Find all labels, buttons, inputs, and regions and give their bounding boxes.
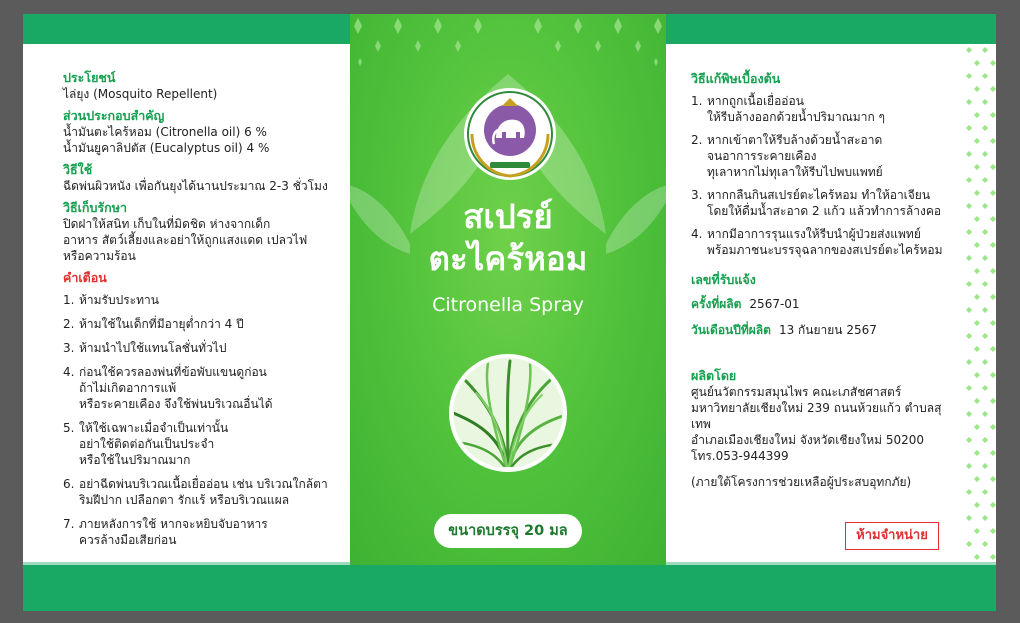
center-panel <box>350 14 666 565</box>
date-label: วันเดือนปีที่ผลิต <box>691 323 771 337</box>
first-aid-heading: วิธีแก้พิษเบื้องต้น <box>691 71 781 86</box>
date-row <box>691 322 951 338</box>
warning-item <box>63 340 363 356</box>
not-for-sale-box: ห้ามจำหน่าย <box>845 522 939 550</box>
first-aid-item <box>691 226 951 258</box>
project-note: (ภายใต้โครงการช่วยเหลือผู้ประสบอุทกภัย) <box>691 475 912 489</box>
warning-text: ห้ามรับประทาน <box>79 293 159 307</box>
first-aid-list <box>691 93 951 258</box>
university-elephant-seal-icon <box>462 86 558 182</box>
lot-value: 2567-01 <box>749 297 800 311</box>
warning-number: 1. <box>63 293 75 307</box>
product-subtitle: Citronella Spray <box>432 294 584 316</box>
lemongrass-image <box>448 353 568 473</box>
warning-number: 7. <box>63 517 75 531</box>
warning-text: ให้ใช้เฉพาะเมื่อจำเป็นเท่านั้น อย่าใช้ติดต่อกันเป็นประจำ หรือใช้ในปริมาณมาก <box>79 421 229 467</box>
size-pill: ขนาดบรรจุ 20 มล <box>434 514 582 548</box>
warning-text: ก่อนใช้ควรลองพ่นที่ข้อพับแขนดูก่อน ถ้าไม่เกิดอาการแพ้ หรือระคายเคือง จึงใช้พ่นบริเวณอื่นได้ <box>79 365 273 411</box>
first-aid-text: หากเข้าตาให้รีบล้างด้วยน้ำสะอาด จนอาการระคายเคือง ทุเลาหากไม่ทุเลาให้รีบไปพบแพทย์ <box>707 133 883 179</box>
first-aid-item <box>691 93 951 125</box>
warning-number: 5. <box>63 421 75 435</box>
label-sheet <box>23 14 996 611</box>
warning-text: ภายหลังการใช้ หากจะหยิบจับอาหาร ควรล้างมือเสียก่อน <box>79 517 268 547</box>
first-aid-item <box>691 187 951 219</box>
left-panel <box>63 66 363 556</box>
warning-item <box>63 516 363 548</box>
warning-text: ห้ามใช้ในเด็กที่มีอายุต่ำกว่า 4 ปี <box>79 317 244 331</box>
warning-number: 4. <box>63 365 75 379</box>
warning-heading: คำเตือน <box>63 270 107 285</box>
lot-row <box>691 296 951 312</box>
usage-heading: วิธีใช้ <box>63 162 93 177</box>
maker-text: ศูนย์นวัตกรรมสมุนไพร คณะเภสัชศาสตร์ มหาวิทยาลัยเชียงใหม่ 239 ถนนห้วยแก้ว ตำบลสุเทพ อำเภอเมืองเชียงใหม่ จังหวัดเชียงใหม่ 50200 โทร.053-944399 <box>691 385 942 463</box>
warning-text: ห้ามนำไปใช้แทนโลชั่นทั่วไป <box>79 341 227 355</box>
warning-list <box>63 292 363 548</box>
warning-number: 2. <box>63 317 75 331</box>
bottom-green-band <box>23 565 996 611</box>
date-value: 13 กันยายน 2567 <box>778 323 877 337</box>
first-aid-number: 4. <box>691 227 703 241</box>
first-aid-number: 3. <box>691 188 703 202</box>
usage-text: ฉีดพ่นผิวหนัง เพื่อกันยุงได้นานประมาณ 2-3 ชั่วโมง <box>63 179 328 193</box>
storage-heading: วิธีเก็บรักษา <box>63 200 127 215</box>
storage-text: ปิดฝาให้สนิท เก็บในที่มิดชิด ห่างจากเด็ก อาหาร สัตว์เลี้ยงและอย่าให้ถูกแสงแดด เปลวไฟ หรือความร้อน <box>63 217 308 263</box>
benefit-text: ไล่ยุง (Mosquito Repellent) <box>63 87 218 101</box>
lot-label: ครั้งที่ผลิต <box>691 297 742 311</box>
warning-item <box>63 420 363 468</box>
warning-number: 6. <box>63 477 75 491</box>
first-aid-text: หากมีอาการรุนแรงให้รีบนำผู้ป่วยส่งแพทย์ พร้อมภาชนะบรรจุฉลากของสเปรย์ตะไคร้หอม <box>707 227 943 257</box>
first-aid-item <box>691 132 951 180</box>
first-aid-text: หากถูกเนื้อเยื่ออ่อน ให้รีบล้างออกด้วยน้ำปริมาณมาก ๆ <box>707 94 885 124</box>
first-aid-number: 1. <box>691 94 703 108</box>
right-panel <box>691 71 951 490</box>
first-aid-text: หากกลืนกินสเปรย์ตะไคร้หอม ทำให้อาเจียน โดยให้ดื่มน้ำสะอาด 2 แก้ว แล้วทำการล้างคอ <box>707 188 942 218</box>
warning-number: 3. <box>63 341 75 355</box>
warning-item <box>63 476 363 508</box>
product-title-line2: ตะไคร้หอม <box>428 239 588 278</box>
maker-heading: ผลิตโดย <box>691 368 737 383</box>
side-diamond-pattern <box>963 44 996 565</box>
warning-item <box>63 364 363 412</box>
first-aid-number: 2. <box>691 133 703 147</box>
ingredients-heading: ส่วนประกอบสำคัญ <box>63 108 165 123</box>
product-title-line1: สเปรย์ <box>463 197 553 236</box>
warning-item <box>63 316 363 332</box>
ingredients-text: น้ำมันตะไคร้หอม (Citronella oil) 6 % น้ำมันยูคาลิปตัส (Eucalyptus oil) 4 % <box>63 125 270 155</box>
warning-item <box>63 292 363 308</box>
warning-text: อย่าฉีดพ่นบริเวณเนื้อเยื่ออ่อน เช่น บริเวณใกล้ตา ริมฝีปาก เปลือกตา รักแร้ หรือบริเวณแผล <box>79 477 328 507</box>
registration-heading: เลขที่รับแจ้ง <box>691 272 756 287</box>
benefit-heading: ประโยชน์ <box>63 70 116 85</box>
